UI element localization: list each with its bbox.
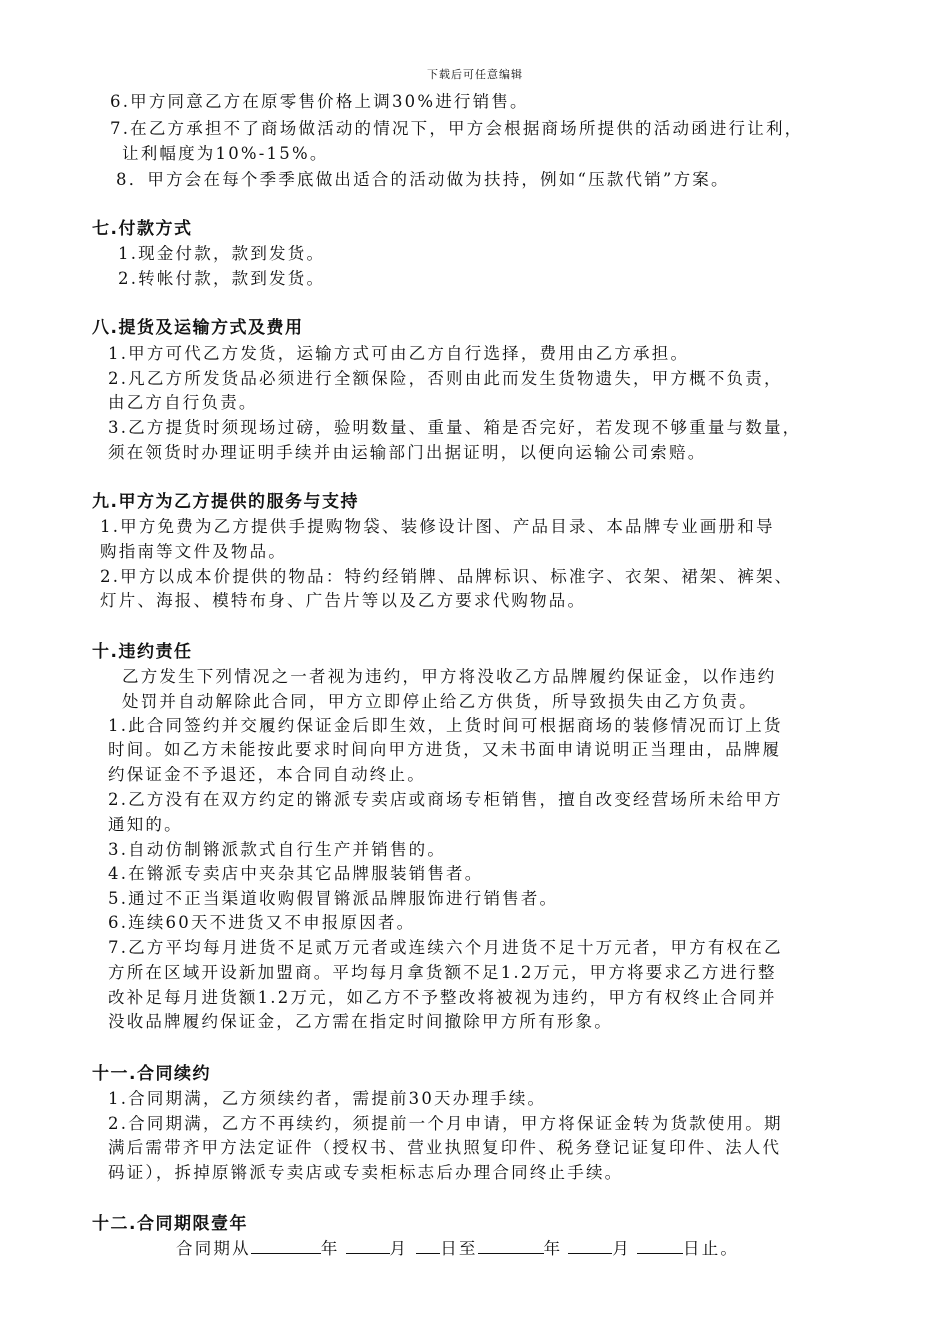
section7-item2: 2.转帐付款，款到发货。	[118, 269, 326, 288]
section11-item2-line3: 码证），拆掉原锵派专卖店或专卖柜标志后办理合同终止手续。	[108, 1163, 624, 1182]
section9-heading: 九.甲方为乙方提供的服务与支持	[92, 492, 359, 512]
section6-item7-line1: 7.在乙方承担不了商场做活动的情况下，甲方会根据商场所提供的活动函进行让利，	[110, 119, 804, 138]
section6-item8: 8．甲方会在每个季季底做出适合的活动做为扶持，例如“压款代销”方案。	[116, 170, 730, 189]
section10-item1-line3: 约保证金不予退还，本合同自动终止。	[108, 765, 426, 784]
section10-intro-line1: 乙方发生下列情况之一者视为违约，甲方将没收乙方品牌履约保证金，以作违约	[122, 667, 777, 686]
section10-item7-line1: 7.乙方平均每月进货不足贰万元者或连续六个月进货不足十万元者，甲方有权在乙	[108, 938, 783, 957]
section11-item2-line2: 满后需带齐甲方法定证件（授权书、营业执照复印件、税务登记证复印件、法人代	[108, 1138, 782, 1157]
section8-item1: 1.甲方可代乙方发货，运输方式可由乙方自行选择，费用由乙方承担。	[108, 344, 690, 363]
section12-heading: 十二.合同期限壹年	[92, 1214, 248, 1234]
section10-item1-line2: 时间。如乙方未能按此要求时间向甲方进货，又未书面申请说明正当理由，品牌履	[108, 740, 782, 759]
section6-item6: 6.甲方同意乙方在原零售价格上调30%进行销售。	[110, 92, 529, 111]
term-prefix: 合同期从	[176, 1239, 251, 1258]
section9-item1-line1: 1.甲方免费为乙方提供手提购物袋、装修设计图、产品目录、本品牌专业画册和导	[100, 517, 775, 536]
section11-item2-line1: 2.合同期满，乙方不再续约，须提前一个月申请，甲方将保证金转为货款使用。期	[108, 1114, 783, 1133]
header-note: 下载后可任意编辑	[427, 68, 523, 81]
end-day-blank	[637, 1237, 683, 1254]
section6-item7-line2: 让利幅度为10%-15%。	[122, 144, 329, 163]
section10-item5: 5.通过不正当渠道收购假冒锵派品牌服饰进行销售者。	[108, 889, 559, 908]
section10-heading: 十.违约责任	[92, 642, 193, 662]
end-month-label: 月	[612, 1239, 632, 1258]
section10-item3: 3.自动仿制锵派款式自行生产并销售的。	[108, 840, 447, 859]
start-year-label: 年	[320, 1239, 340, 1258]
end-year-blank	[478, 1237, 544, 1254]
end-year-label: 年	[543, 1239, 563, 1258]
section10-item7-line4: 没收品牌履约保证金，乙方需在指定时间撤除甲方所有形象。	[108, 1012, 613, 1031]
section10-item4: 4.在锵派专卖店中夹杂其它品牌服装销售者。	[108, 864, 484, 883]
section11-heading: 十一.合同续约	[92, 1064, 211, 1084]
section7-item1: 1.现金付款，款到发货。	[118, 244, 326, 263]
section9-item2-line1: 2.甲方以成本价提供的物品：特约经销牌、品牌标识、标准字、衣架、裙架、裤架、	[100, 567, 794, 586]
section10-item2-line2: 通知的。	[108, 815, 183, 834]
section9-item2-line2: 灯片、海报、模特布身、广告片等以及乙方要求代购物品。	[100, 591, 587, 610]
section10-item2-line1: 2.乙方没有在双方约定的锵派专卖店或商场专柜销售，擅自改变经营场所未给甲方	[108, 790, 783, 809]
section10-item7-line2: 方所在区域开设新加盟商。平均每月拿货额不足1.2万元，甲方将要求乙方进行整	[108, 963, 777, 982]
section8-item3-line1: 3.乙方提货时须现场过磅，验明数量、重量、箱是否完好，若发现不够重量与数量，	[108, 418, 802, 437]
section8-heading: 八.提货及运输方式及费用	[92, 318, 304, 338]
start-month-label: 月	[389, 1239, 409, 1258]
section11-item1: 1.合同期满，乙方须续约者，需提前30天办理手续。	[108, 1089, 547, 1108]
section8-item2-line2: 由乙方自行负责。	[108, 393, 258, 412]
section10-item6: 6.连续60天不进货又不申报原因者。	[108, 913, 416, 932]
section10-intro-line2: 处罚并自动解除此合同，甲方立即停止给乙方供货，所导致损失由乙方负责。	[122, 692, 758, 711]
start-month-blank	[346, 1237, 390, 1254]
section10-item7-line3: 改补足每月进货额1.2万元，如乙方不予整改将被视为违约，甲方有权终止合同并	[108, 988, 777, 1007]
end-month-blank	[568, 1237, 612, 1254]
section8-item2-line1: 2.凡乙方所发货品必须进行全额保险，否则由此而发生货物遗失，甲方概不负责，	[108, 369, 783, 388]
section9-item1-line2: 购指南等文件及物品。	[100, 542, 287, 561]
day-to-label: 日至	[440, 1239, 478, 1258]
section10-item1-line1: 1.此合同签约并交履约保证金后即生效，上货时间可根据商场的装修情况而订上货	[108, 716, 783, 735]
section7-heading: 七.付款方式	[92, 219, 193, 239]
day-end-label: 日止。	[683, 1239, 740, 1258]
start-day-blank	[416, 1237, 440, 1254]
start-year-blank	[251, 1237, 321, 1254]
section8-item3-line2: 须在领货时办理证明手续并由运输部门出据证明，以便向运输公司索赔。	[108, 443, 707, 462]
contract-term-line	[176, 1237, 739, 1261]
